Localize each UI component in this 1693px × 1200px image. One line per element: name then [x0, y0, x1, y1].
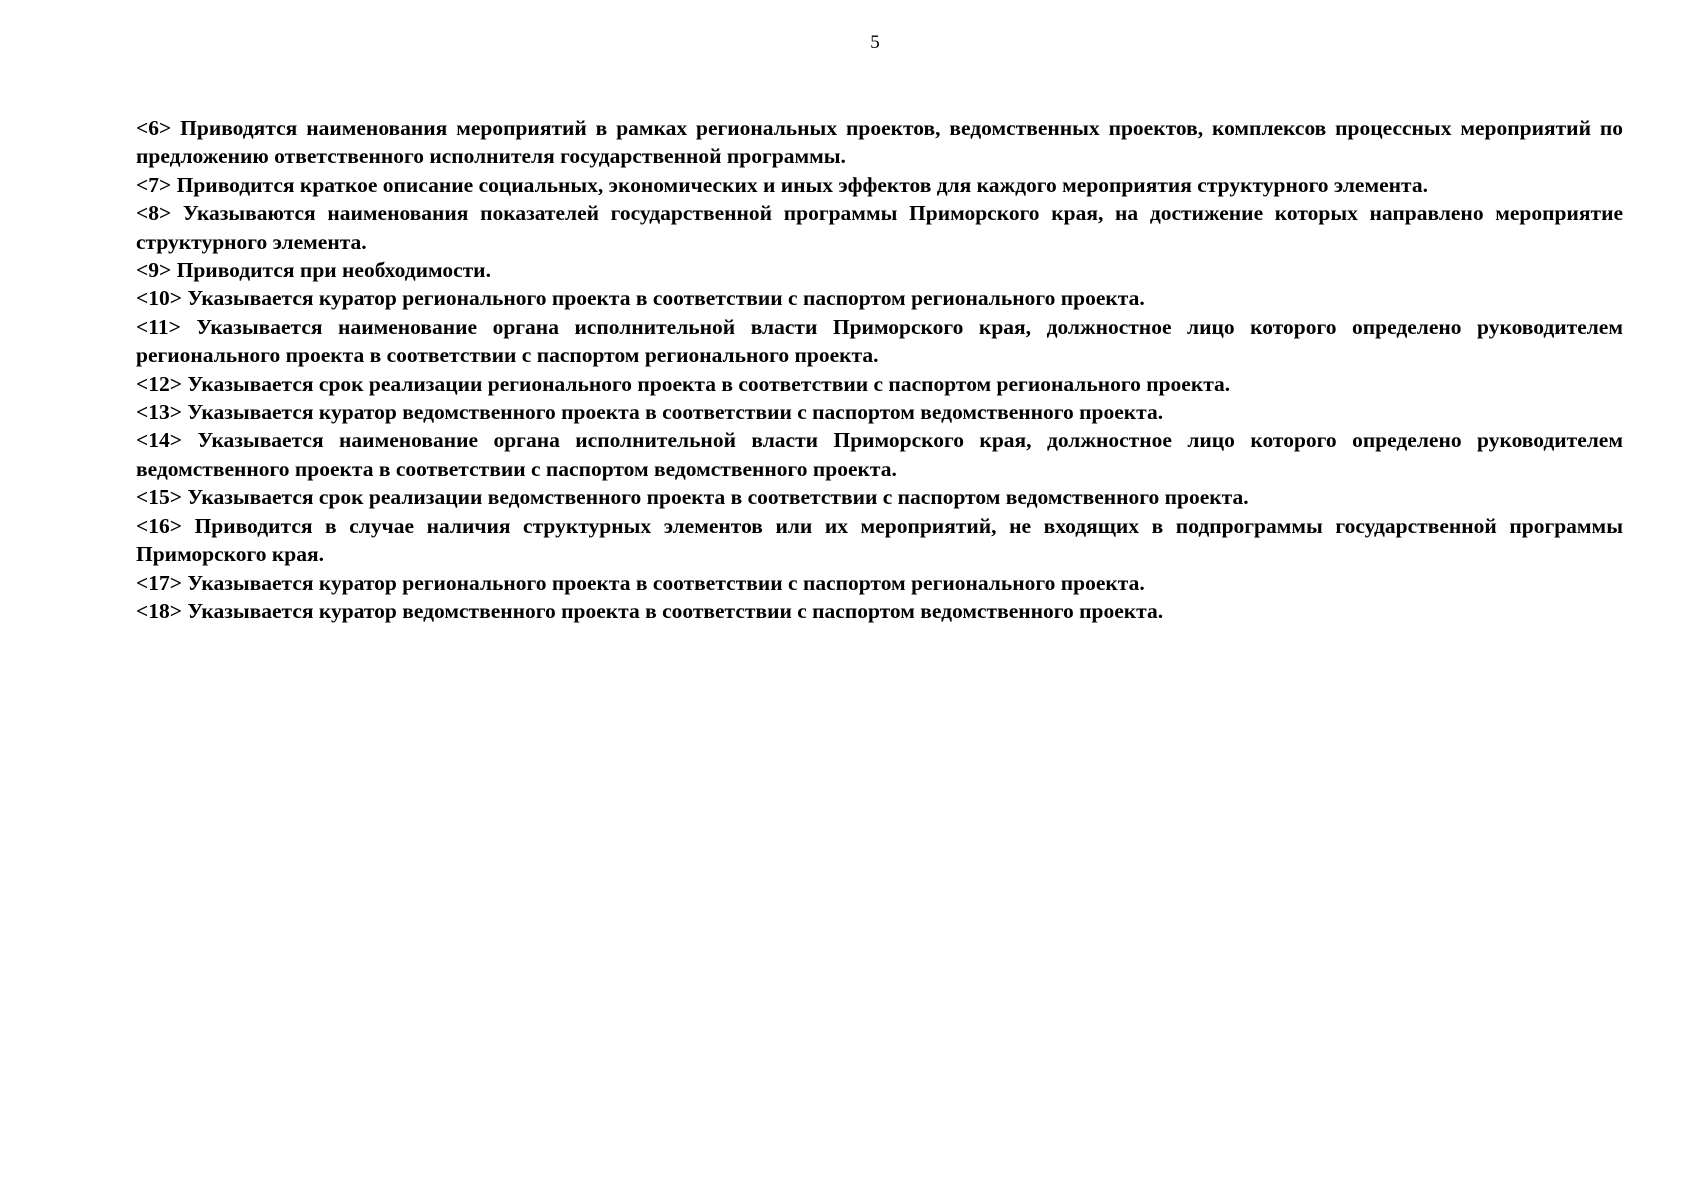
footnote-11: <11> Указывается наименование органа исполнительной власти Приморского края, должностное лицо которого определено руководителем регионального проекта в соответствии с паспортом регионального проекта.	[136, 314, 1623, 368]
page-number: 5	[870, 32, 880, 53]
footnote-16: <16> Приводится в случае наличия структурных элементов или их мероприятий, не входящих в подпрограммы государственной программы Приморского края.	[136, 513, 1623, 567]
footnote-17: <17> Указывается куратор регионального проекта в соответствии с паспортом регионального проекта.	[136, 570, 1145, 595]
footnotes-list	[136, 114, 1623, 625]
footnote-6: <6> Приводятся наименования мероприятий в рамках региональных проектов, ведомственных проектов, комплексов процессных мероприятий по предложению ответственного исполнителя государственной программы.	[136, 116, 1623, 169]
footnote-10: <10> Указывается куратор регионального проекта в соответствии с паспортом регионального проекта.	[136, 286, 1145, 311]
footnote-18: <18> Указывается куратор ведомственного проекта в соответствии с паспортом ведомственного проекта.	[136, 598, 1164, 623]
footnote-15: <15> Указывается срок реализации ведомственного проекта в соответствии с паспортом ведомственного проекта.	[136, 485, 1249, 510]
footnote-9: <9> Приводится при необходимости.	[136, 258, 491, 283]
footnote-8: <8> Указываются наименования показателей государственной программы Приморского края, на достижение которых направлено мероприятие структурного элемента.	[136, 201, 1623, 254]
footnote-12: <12> Указывается срок реализации регионального проекта в соответствии с паспортом регионального проекта.	[136, 371, 1231, 396]
footnote-14: <14> Указывается наименование органа исполнительной власти Приморского края, должностное лицо которого определено руководителем ведомственного проекта в соответствии с паспортом ведомственного проекта.	[136, 428, 1623, 481]
footnote-7: <7> Приводится краткое описание социальных, экономических и иных эффектов для каждого мероприятия структурного элемента.	[136, 172, 1428, 197]
footnote-13: <13> Указывается куратор ведомственного проекта в соответствии с паспортом ведомственного проекта.	[136, 400, 1164, 425]
